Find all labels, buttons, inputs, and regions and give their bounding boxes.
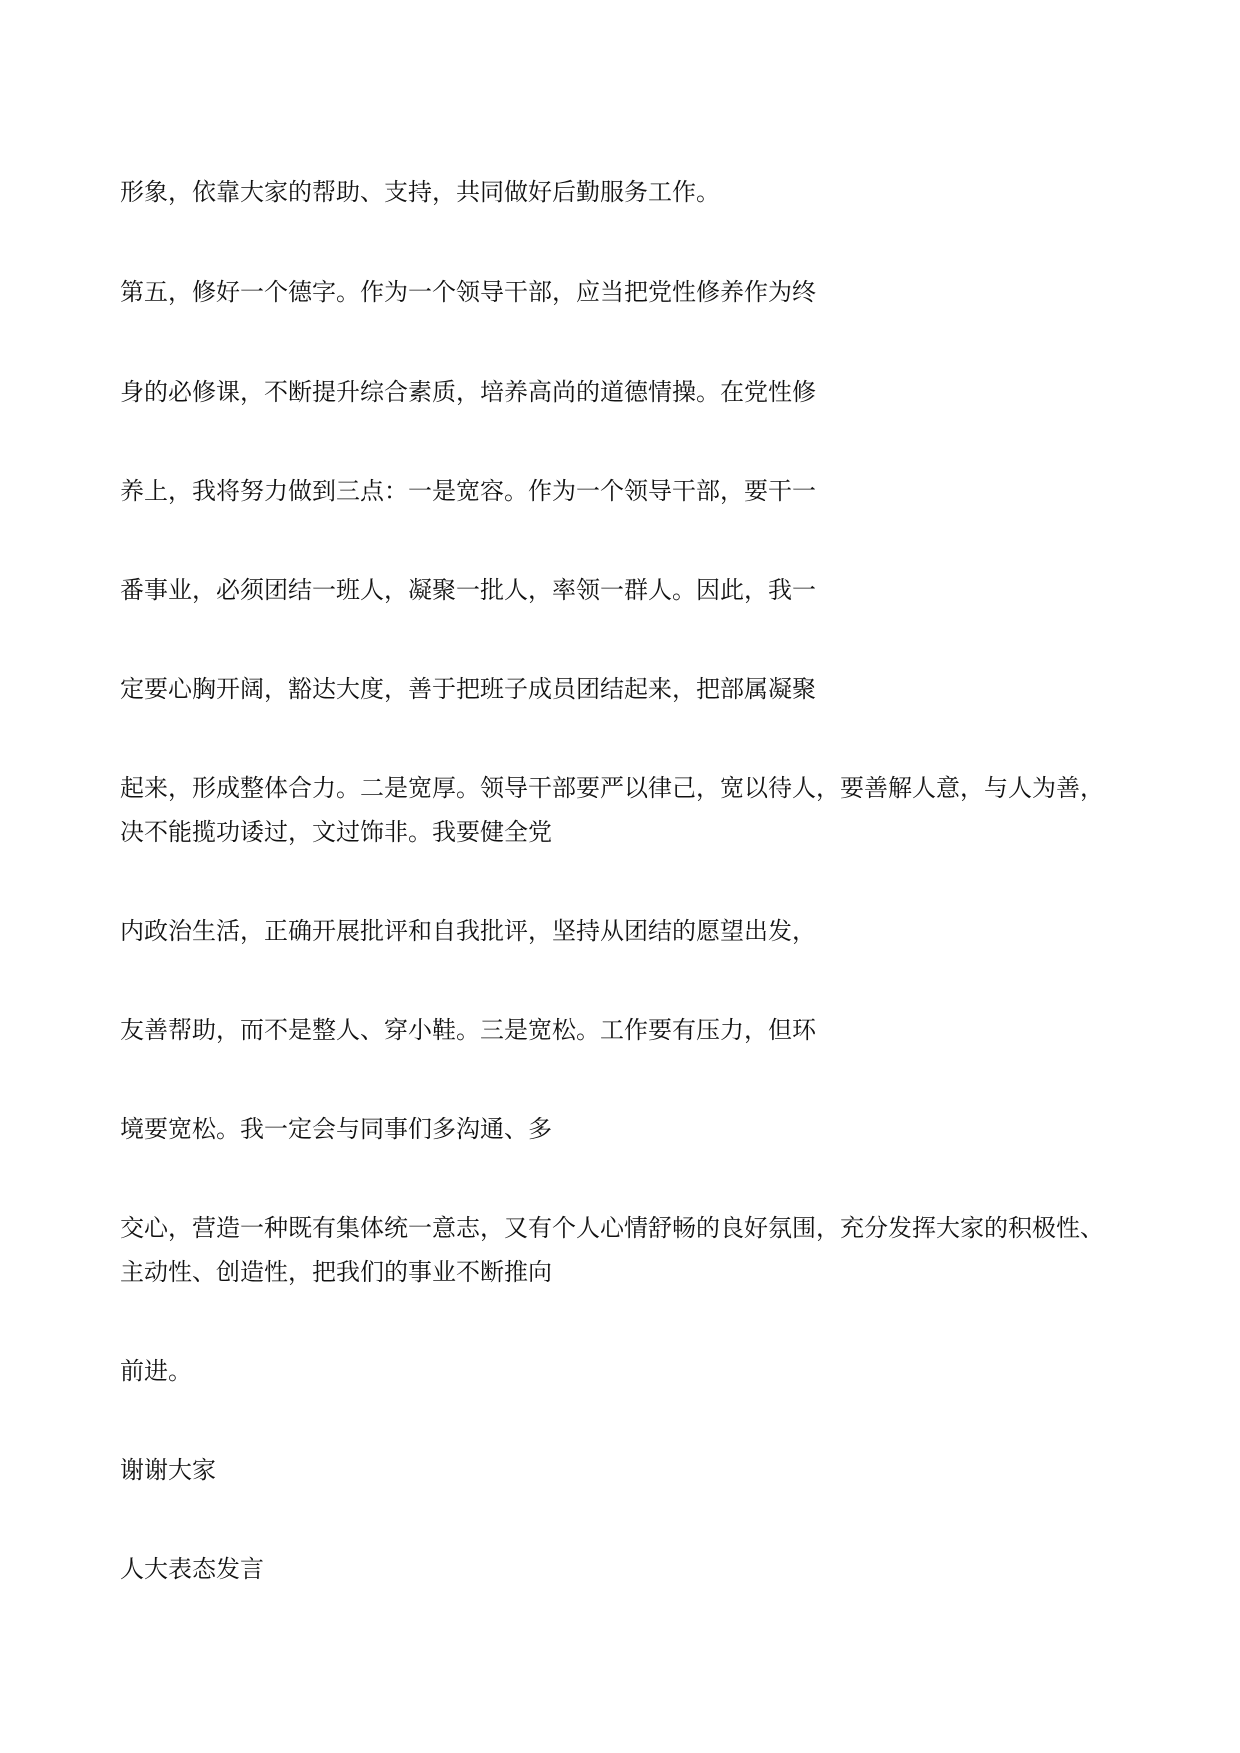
paragraph-line: 第五，修好一个德字。作为一个领导干部，应当把党性修养作为终	[120, 278, 816, 306]
paragraph-line: 前进。	[120, 1357, 192, 1385]
paragraph-line: 起来，形成整体合力。二是宽厚。领导干部要严以律己，宽以待人，要善解人意，与人为善，	[120, 774, 1104, 802]
paragraph-line: 形象，依靠大家的帮助、支持，共同做好后勤服务工作。	[120, 178, 720, 206]
paragraph-line: 境要宽松。我一定会与同事们多沟通、多	[120, 1115, 552, 1143]
paragraph-line: 内政治生活，正确开展批评和自我批评，坚持从团结的愿望出发，	[120, 917, 816, 945]
paragraph-line: 交心，营造一种既有集体统一意志，又有个人心情舒畅的良好氛围，充分发挥大家的积极性、	[120, 1214, 1104, 1242]
paragraph-line: 主动性、创造性，把我们的事业不断推向	[120, 1258, 552, 1286]
paragraph-line: 身的必修课，不断提升综合素质，培养高尚的道德情操。在党性修	[120, 378, 816, 406]
closing-line: 谢谢大家	[120, 1456, 216, 1484]
paragraph-line: 决不能揽功诿过，文过饰非。我要健全党	[120, 818, 552, 846]
title-line: 人大表态发言	[120, 1555, 264, 1583]
paragraph-line: 友善帮助，而不是整人、穿小鞋。三是宽松。工作要有压力，但环	[120, 1016, 816, 1044]
paragraph-line: 定要心胸开阔，豁达大度，善于把班子成员团结起来，把部属凝聚	[120, 675, 816, 703]
paragraph-line: 番事业，必须团结一班人，凝聚一批人，率领一群人。因此，我一	[120, 576, 816, 604]
paragraph-line: 养上，我将努力做到三点：一是宽容。作为一个领导干部，要干一	[120, 477, 816, 505]
